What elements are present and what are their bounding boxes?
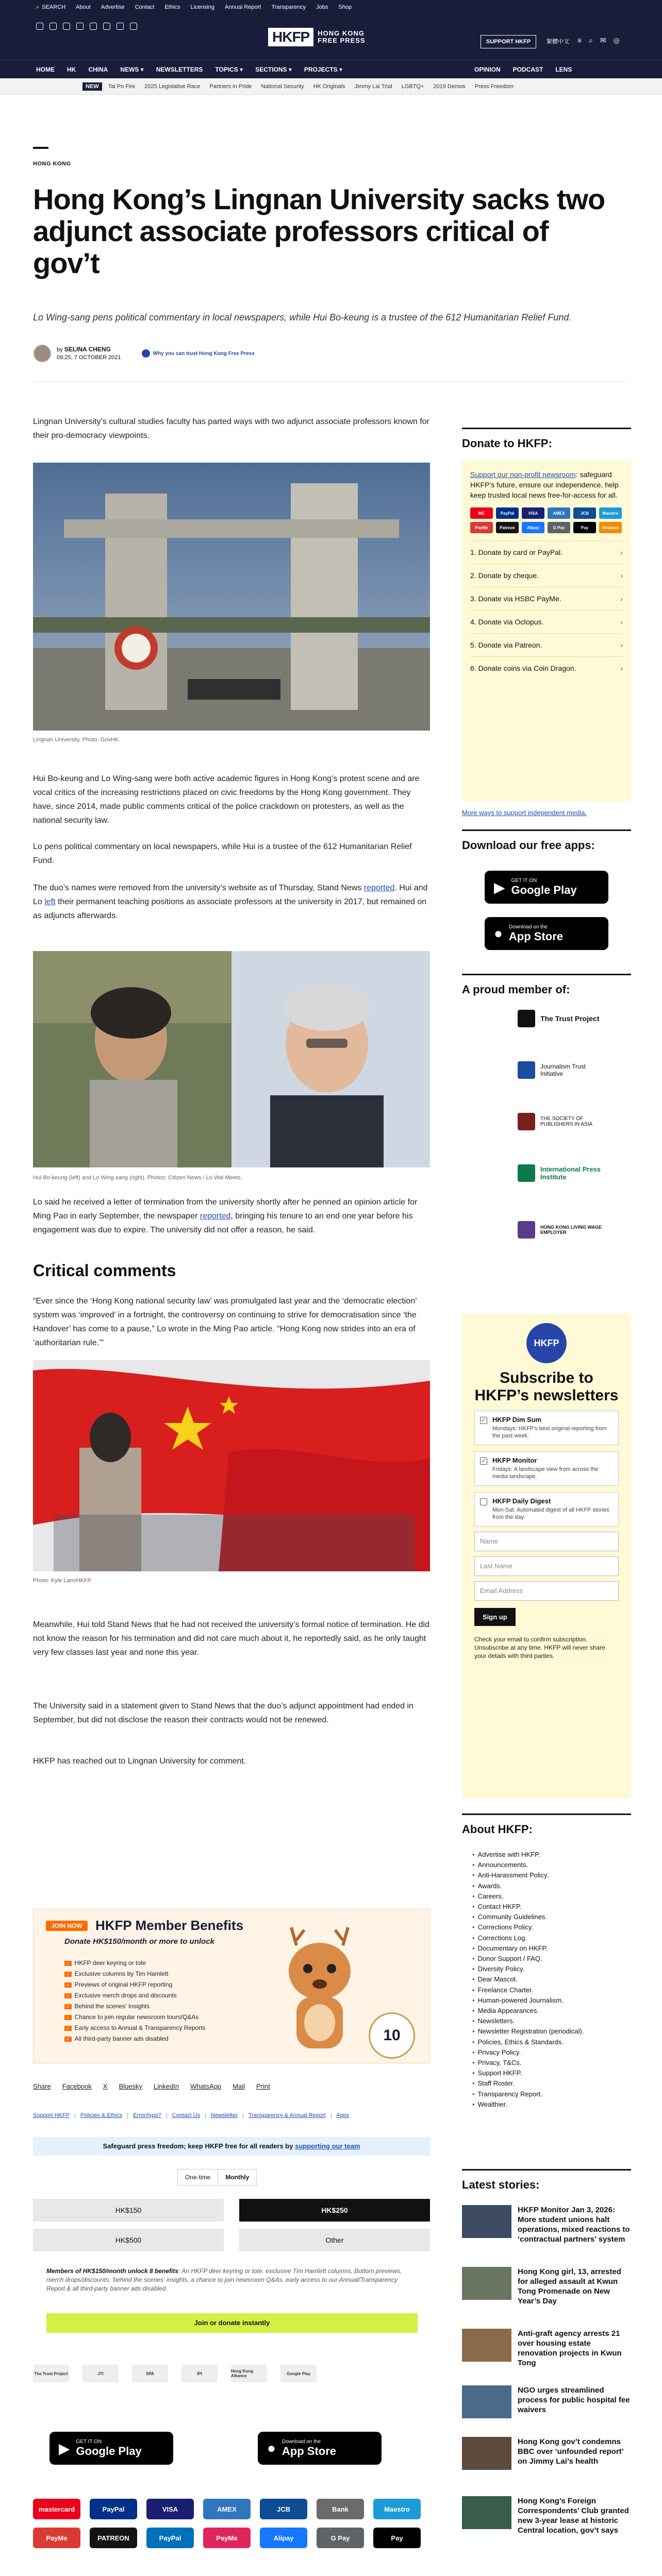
patreon-logo: PATREON [90,2528,137,2548]
newsletter-option[interactable]: HKFP Daily Digest Mon-Sat: Automated digest of all HKFP stories from the day. [474,1492,619,1527]
article-paragraph: Lo pens political commentary on local newspapers, while Hui is a trustee of the 612 Humanitarian Relief Fund. [33,842,412,865]
article-paragraph: The duo’s names were removed from the university’s website as of Thursday, Stand News reported. Hui and Lo left their permanent teaching positions as associate professors at the university in 2017, but remained on as adjuncts afterwards. [33,884,428,920]
donate-box: Support our non-profit newsroom: safeguard HKFP’s future, ensure our independence, help keep trusted local news free-for-access for all. MC PayPal VISA AMEX JCB Maestro PayMe Patreon Alipay G Pay Pay Octopus 1. Donate by card or PayPal. › 2. Donate by cheque. › 3. Donate via HSBC PayMe. › 4. Donate via Octopus. › 5. Donate via Patreon. › 6. Donate coins via Coin Dragon. › [462,461,631,801]
paypal-logo: PayPal [90,2499,137,2519]
about-link[interactable]: • Policies, Ethics & Standards. [472,2037,584,2047]
latest-heading: Latest stories: [462,2178,540,2191]
trending-bar [0,78,662,95]
member-logo-jti[interactable]: Journalism Trust Initiative [518,1061,602,1079]
article-paragraph: The University said in a statement given to Stand News that the duo’s adjunct appointment had ended in September, but did not disclose the reason their contracts would not be renewed. [33,1702,413,1724]
main-nav [0,60,662,78]
visa-logo: VISA [146,2499,194,2519]
photo-caption: Hui Bo-keung (left) and Lo Wing-sang (right). Photos: Citizen News / Lo Wai Meets. [33,1175,242,1181]
share-whatsapp[interactable]: WhatsApp [190,2082,222,2090]
list-item: ✓ Previews of original HKFP reporting [64,1979,206,1990]
masthead [0,14,662,60]
trending-link[interactable]: Partners in Pride [209,83,252,90]
list-item: ✓ Early access to Annual & Transparency Reports [64,2023,206,2033]
member-benefits-banner[interactable] [33,1909,430,2063]
last-name-field[interactable]: Last Name [474,1556,619,1576]
topbar-link-ethics[interactable]: Ethics [164,4,180,10]
about-link[interactable]: • Donor Support / FAQ. [472,1954,584,1964]
share-bar [33,2082,270,2090]
latest-story[interactable]: Hong Kong girl, 13, arrested for alleged assault at Kwun Tong Promenade on New Year’s Day [462,2267,631,2306]
author-name[interactable]: SELINA CHENG [64,345,111,353]
share-facebook[interactable]: Facebook [62,2082,92,2090]
safeguard-banner: Safeguard press freedom; keep HKFP free for all readers by supporting our team [33,2137,430,2156]
donate-option[interactable]: 1. Donate by card or PayPal. › [470,540,623,564]
mastercard-logo: mastercard [33,2499,80,2519]
nav-podcast[interactable]: PODCAST [512,65,543,73]
checkbox[interactable]: ✓ [480,1417,487,1424]
footer-link-apps[interactable]: Apps [336,2112,350,2119]
byline-by: by [57,346,63,353]
share-print[interactable]: Print [256,2082,270,2090]
list-item: ✓ Exclusive merch drops and discounts [64,1990,206,2001]
divider [462,974,631,975]
checkbox[interactable]: ✓ [480,1458,487,1465]
menu-icon[interactable]: ≡ [577,36,582,44]
new-badge: NEW [82,82,102,91]
first-name-field[interactable]: Name [474,1532,619,1551]
why-trust-link[interactable]: Why you can trust Hong Kong Free Press [142,349,255,358]
telegram-icon[interactable] [117,23,124,30]
article-paragraph: Hui Bo-keung and Lo Wing-sang were both active academic figures in Hong Kong’s protest scene and are vocal critics of the increasing restrictions placed on civic freedoms by the Hong Kong government. They have, since 2014, made public comments critical of the police crackdown on protesters, as well as the national security law. [33,774,420,825]
about-link[interactable]: • Transparency Report. [472,2089,584,2099]
footer-link-support[interactable]: Support HKFP [33,2112,70,2119]
about-link[interactable]: • Privacy, T&Cs. [472,2058,584,2068]
donate-heading: Donate to HKFP: [462,437,552,450]
visa-logo: VISA [522,507,544,519]
about-link[interactable]: • Media Appearances. [472,2006,584,2016]
about-link[interactable]: • Support HKFP. [472,2068,584,2078]
app-store-button[interactable]: ● Download on the App Store [258,2432,382,2465]
about-link[interactable]: • Community Guidelines. [472,1912,584,1922]
payme-logo: PayMe [33,2528,80,2548]
footer-link-error[interactable]: Error/typo? [133,2112,161,2119]
nav-projects[interactable]: PROJECTS ▾ [304,65,342,73]
trending-link[interactable]: LGBTQ+ [401,83,424,90]
photo-two-professors [33,951,430,1167]
trending-link[interactable]: National Security [261,83,304,90]
share-label: Share [33,2082,51,2090]
amex-logo: AMEX [548,507,570,519]
about-link[interactable]: • Human-powered Journalism. [472,1995,584,2006]
social-links [36,23,137,30]
search-link[interactable]: ⌕ SEARCH [36,4,66,10]
support-team-link[interactable]: supporting our team [295,2142,360,2150]
list-item: ✓ Chance to join regular newsroom tours/Q&As [64,2012,206,2023]
mastercard-logo: MC [470,507,493,519]
member-logo-ipi[interactable]: International Press Institute [518,1164,602,1182]
university-gate-image [33,463,430,731]
about-link[interactable]: • Corrections Log. [472,1933,584,1943]
about-link[interactable]: • Contact HKFP. [472,1902,584,1912]
about-link[interactable]: • Newsletters. [472,2016,584,2026]
latest-story[interactable]: Anti-graft agency arrests 21 over housing estate renovation projects in Kwun Tong [462,2329,631,2368]
ipi-icon [518,1164,535,1182]
trending-link[interactable]: Jimmy Lai Trial [354,83,392,90]
about-link[interactable]: • Diversity Policy. [472,1964,584,1974]
search-icon[interactable]: ⌕ [589,36,593,44]
rss-icon[interactable] [130,23,137,30]
bank-logo: Bank [317,2499,364,2519]
publish-date: 09:25, 7 OCTOBER 2021 [57,354,121,361]
about-link[interactable]: • Wealthier. [472,2099,584,2110]
jcb-logo: JCB [573,507,596,519]
donate-option[interactable]: 4. Donate via Octopus. › [470,610,623,633]
amount-option-150[interactable]: HK$150 [33,2199,224,2222]
source-link[interactable]: reported [363,884,395,892]
donate-option[interactable]: 3. Donate via HSBC PayMe. › [470,587,623,610]
topbar-link-about[interactable]: About [76,4,91,10]
divider [462,428,631,429]
story-thumbnail [462,2205,511,2238]
google-pay-logo: G Pay [548,522,570,533]
story-thumbnail [462,2496,511,2529]
chevron-right-icon: › [620,618,623,626]
story-thumbnail [462,2329,511,2362]
payme-logo: PayMe [203,2528,251,2548]
member-logo-living-wage[interactable]: HONG KONG LIVING WAGE EMPLOYER [518,1221,602,1239]
benefits-list [64,1958,206,2044]
share-bluesky[interactable]: Bluesky [119,2082,142,2090]
alipay-logo: Alipay [260,2528,307,2548]
trending-link[interactable]: 2019 Demos [433,83,466,90]
logo-line-1: HONG KONG [318,29,365,37]
list-item: ✓ All third-party banner ads disabled [64,2033,206,2044]
trending-link[interactable]: 2025 Legislative Race [144,83,201,90]
support-newsroom-link[interactable]: Support our non-profit newsroom [470,470,576,479]
info-icon [142,349,150,358]
promo-subtitle: Donate HK$150/month or more to unlock [64,1937,214,1946]
byline [33,344,255,363]
utility-bar [0,0,662,14]
payme-logo: PayMe [470,522,493,533]
more-ways-link[interactable]: More ways to support independent media. [462,809,587,817]
divider [462,2169,631,2171]
latest-story[interactable]: HKFP Monitor Jan 3, 2026: More student unions halt operations, mixed reactions to ‘contractual partners’ system [462,2205,631,2244]
amount-option-250[interactable]: HK$250 [239,2199,430,2222]
footer-link-transparency[interactable]: Transparency & Annual Report [248,2112,326,2119]
account-icon[interactable]: ◎ [613,36,620,44]
chevron-right-icon: › [620,595,623,603]
logo-line-2: FREE PRESS [318,37,366,44]
donate-option[interactable]: 6. Donate coins via Coin Dragon. › [470,656,623,680]
story-thumbnail [462,2385,511,2418]
toggle-one-time[interactable]: One-time [185,2174,211,2181]
play-store-icon: ▶ [494,879,505,895]
share-mail[interactable]: Mail [233,2082,245,2090]
topbar-link-advertise[interactable]: Advertise [101,4,125,10]
trust-project-logo: The Trust Project [33,2365,69,2382]
nav-newsletters[interactable]: NEWSLETTERS [156,65,203,73]
payment-methods [33,2499,430,2548]
topbar-link-annual-report[interactable]: Annual Report [225,4,261,10]
about-link[interactable]: • Documentary on HKFP. [472,1943,584,1954]
topbar-link-transparency[interactable]: Transparency [271,4,306,10]
spa-logo: SPA [132,2365,168,2382]
footer-link-contact[interactable]: Contact Us [172,2112,201,2119]
jti-logo: JTI [82,2365,119,2382]
about-heading: About HKFP: [462,1823,533,1836]
topbar-link-contact[interactable]: Contact [135,4,155,10]
maestro-logo: Maestro [373,2499,421,2519]
photo-caption: Photo: Kyle Lam/HKFP. [33,1578,92,1584]
about-links [472,1850,584,2110]
divider [462,829,631,831]
youtube-icon[interactable] [76,23,84,30]
partner-logos [33,2365,317,2382]
about-link[interactable]: • Corrections Policy. [472,1922,584,1933]
latest-story[interactable]: Hong Kong gov’t condemns BBC over ‘unfounded report’ on Jimmy Lai’s health [462,2437,631,2470]
article-subhead: Lo Wing-sang pens political commentary in local newspapers, while Hui Bo-keung is a trustee of the 612 Humanitarian Relief Fund. [33,312,572,323]
divider [462,1814,631,1815]
app-store-button[interactable]: ● Download on the App Store [485,917,608,950]
language-switch[interactable]: 繁體中文 [547,39,569,45]
nav-hk[interactable]: HK [67,65,76,73]
story-thumbnail [462,2437,511,2470]
list-item: ✓ Behind the scenes' Insights [64,2001,206,2012]
ipi-logo: IPI [181,2365,218,2382]
topbar-link-jobs[interactable]: Jobs [316,4,328,10]
flags-image [33,1360,430,1571]
apple-icon: ● [267,2440,276,2456]
apple-icon: ● [494,925,503,941]
nav-opinion[interactable]: OPINION [474,65,501,73]
google-pay-logo: G Pay [317,2528,364,2548]
google-play-button[interactable]: ▶ GET IT ON Google Play [485,871,608,904]
topbar-link-licensing[interactable]: Licensing [190,4,214,10]
photo-flags [33,1360,430,1571]
footer-link-policies[interactable]: Policies & Ethics [80,2112,123,2119]
amount-option-other[interactable]: Other [239,2229,430,2251]
checkbox[interactable] [480,1498,487,1505]
apple-pay-logo: Pay [373,2528,421,2548]
threads-icon[interactable] [103,23,110,30]
about-link[interactable]: • Careers. [472,1891,584,1902]
instagram-icon[interactable] [63,23,70,30]
google-logo: Google Play [280,2365,317,2382]
jti-icon [518,1061,535,1079]
linkedin-icon[interactable] [90,23,97,30]
signup-button[interactable]: Sign up [474,1608,516,1626]
latest-story[interactable]: NGO urges streamlined process for public hospital fee waivers [462,2385,631,2418]
card-logos [470,507,623,533]
mail-icon[interactable]: ✉ [600,36,606,44]
octopus-logo: Octopus [599,522,622,533]
article-paragraph: “Ever since the ‘Hong Kong national security law’ was promulgated last year and the ‘democratic election’ system was ‘improved’ in a fortnight, the controversy on continuing to strive for democratisation since ‘the Handover’ has come to a pause,” Lo wrote in the Ming Pao article. “Hong Kong now strides into an era of ‘authoritarian rule.’” [33,1297,417,1347]
footer-link-newsletter[interactable]: Newsletter [211,2112,238,2119]
source-link[interactable]: reported [200,1212,231,1221]
paypal-logo: PayPal [496,507,519,519]
newsletter-signup [462,1314,631,1798]
topbar-link-shop[interactable]: Shop [338,4,352,10]
amount-option-500[interactable]: HK$500 [33,2229,224,2251]
trending-link[interactable]: Press Freedom [474,83,514,90]
paypal-logo: PayPal [146,2528,194,2548]
about-link[interactable]: • Advertise with HKFP. [472,1850,584,1860]
chevron-right-icon: › [620,571,623,580]
list-item: ✓ Exclusive columns by Tim Hamlett [64,1969,206,1979]
join-donate-button[interactable]: Join or donate instantly [46,2313,418,2333]
apps-heading: Download our free apps: [462,839,595,852]
patreon-logo: Patreon [496,522,519,533]
spa-icon [518,1113,535,1130]
toggle-monthly[interactable]: Monthly [218,2170,256,2185]
about-link[interactable]: • Anti-Harassment Policy. [472,1870,584,1880]
headline-accent [33,147,48,149]
promo-title: HKFP Member Benefits [95,1918,244,1933]
article-footer-links: Support HKFP | Policies & Ethics | Error/typo? | Contact Us | Newsletter | Transparency & Annual Report | Apps [33,2112,350,2119]
chevron-right-icon: › [620,664,623,672]
trending-link[interactable]: HK Originals [313,83,345,90]
photo-caption: Lingnan University. Photo: GovHK. [33,737,121,743]
support-hkfp-button[interactable]: SUPPORT HKFP [481,35,536,48]
share-linkedin[interactable]: LinkedIn [154,2082,179,2090]
share-x[interactable]: X [103,2082,108,2090]
newsletter-title: Subscribe to HKFP’s newsletters [474,1369,619,1404]
join-now-pill[interactable]: JOIN NOW [46,1921,88,1931]
nav-china[interactable]: CHINA [88,65,108,73]
member-benefits-note: Members of HK$150/month unlock 8 benefits: An HKFP deer keyring or tote, exclusive Tim Hamlett columns, Bottom previews, merch drops/discounts, 'behind the scenes' insights, a chance to join newsroom Q&As, early access to our Annual/Transparency Report & all third-party banner ads disabled. [46,2267,402,2292]
play-store-icon: ▶ [59,2440,70,2456]
about-link[interactable]: • Awards. [472,1881,584,1891]
nav-news[interactable]: NEWS ▾ [120,65,144,73]
photo-lingnan-gate [33,463,430,731]
trust-project-icon [518,1010,535,1027]
chevron-right-icon: › [620,548,623,556]
site-logo[interactable]: HKFP HONG KONG FREE PRESS [268,28,366,46]
about-link[interactable]: • Announcements. [472,1860,584,1870]
nav-home[interactable]: HOME [36,65,55,73]
latest-story[interactable]: Hong Kong’s Foreign Correspondents’ Club granted new 3-year lease at historic Central location, gov’t says [462,2496,631,2535]
hkfp-icon: HKFP [526,1323,567,1363]
about-link[interactable]: • Newsletter Registration (periodical). [472,2026,584,2037]
nav-sections[interactable]: SECTIONS ▾ [255,65,292,73]
alipay-logo: Alipay [522,522,544,533]
story-thumbnail [462,2267,511,2300]
donate-option[interactable]: 2. Donate by cheque. › [470,564,623,587]
jcb-logo: JCB [260,2499,307,2519]
divider [33,381,629,382]
page-title: Hong Kong’s Lingnan University sacks two adjunct associate professors critical of gov’t [33,183,605,279]
source-link[interactable]: left [44,897,56,906]
chevron-right-icon: › [620,641,623,649]
search-icon: ⌕ [36,4,40,10]
deer-mascot-icon [276,1925,363,2054]
nav-topics[interactable]: TOPICS ▾ [215,65,243,73]
signup-note: Check your email to confirm subscription. Unsubscribe at any time. HKFP will never share your details with third parties. [474,1636,605,1659]
author-avatar[interactable] [33,344,52,363]
list-item: ✓ HKFP deer keyring or tote [64,1958,206,1969]
member-heading: A proud member of: [462,983,570,996]
about-link[interactable]: • Staff Roster. [472,2078,584,2089]
apple-pay-logo: Pay [573,522,596,533]
frequency-toggle [177,2169,257,2185]
about-link[interactable]: • Dear Mascot. [472,1974,584,1985]
x-icon[interactable] [49,23,57,30]
nav-lens[interactable]: LENS [555,65,572,73]
facebook-icon[interactable] [36,23,43,30]
member-logo-spa[interactable]: THE SOCIETY OF PUBLISHERS IN ASIA [518,1113,602,1130]
professors-image [33,951,430,1167]
about-link[interactable]: • Privacy Policy. [472,2047,584,2058]
trending-link[interactable]: Tai Po Fire [108,83,136,90]
google-play-button[interactable]: ▶ GET IT ON Google Play [49,2432,173,2465]
amex-logo: AMEX [203,2499,251,2519]
category-label[interactable]: HONG KONG [33,161,71,167]
article-paragraph: Lo said he received a letter of termination from the university shortly after he penned an opinion article for Ming Pao in early September, the newspaper reported, bringing his tenure to an end one year before his engagement was due to expire. The university did not offer a reason, he said. [33,1198,418,1234]
newsletter-option[interactable]: ✓ HKFP Dim Sum Mondays: HKFP's best original reporting from the past week. [474,1411,619,1445]
article-intro: Lingnan University’s cultural studies faculty has parted ways with two adjunct associate professors known for their pro-democracy viewpoints. [33,417,429,440]
section-heading: Critical comments [33,1261,176,1280]
member-logo-trust-project[interactable]: The Trust Project [518,1010,599,1027]
living-wage-icon [518,1221,535,1239]
email-field[interactable]: Email Address [474,1581,619,1601]
article-paragraph: HKFP has reached out to Lingnan University for comment. [33,1757,246,1766]
alliance-logo: Hong Kong Alliance [231,2365,267,2382]
donate-option[interactable]: 5. Donate via Patreon. › [470,633,623,656]
maestro-logo: Maestro [599,507,622,519]
article-paragraph: Meanwhile, Hui told Stand News that he had not received the university’s formal notice of termination. He did not know the reason for his termination and did not care much about it, he reportedly said, as he only taught very few classes last year and none this year. [33,1620,429,1657]
about-link[interactable]: • Freelance Charter. [472,1985,584,1995]
newsletter-option[interactable]: ✓ HKFP Monitor Fridays: A landscape view from across the media landscape. [474,1451,619,1486]
anniversary-badge: 10 [369,2012,415,2059]
